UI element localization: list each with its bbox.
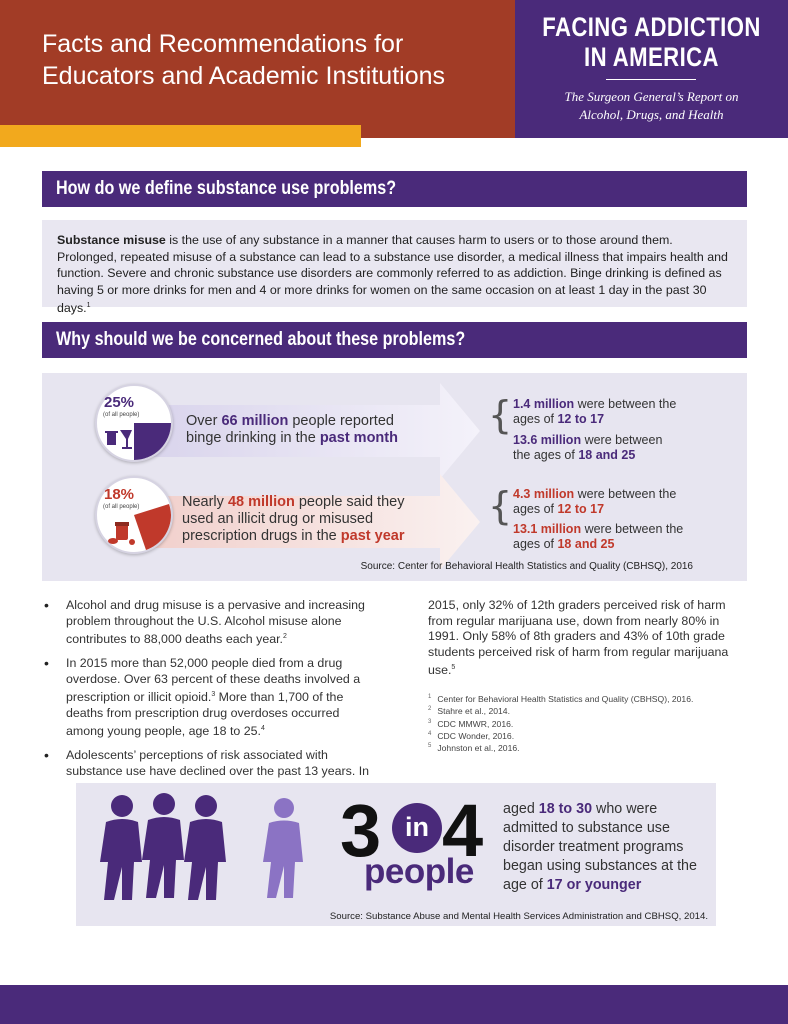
footnote-ref: 4: [260, 725, 265, 733]
stat-period: past month: [319, 430, 398, 446]
footnote-ref: 3: [211, 691, 216, 699]
percentage-value: 18%: [104, 486, 135, 503]
age-range: 12 to 17: [557, 501, 605, 516]
stat-number: 48 million: [227, 494, 295, 510]
source-note: Source: Center for Behavioral Health Statistics and Quality (CBHSQ), 2016: [360, 561, 693, 572]
age-range: 12 to 17: [557, 411, 605, 426]
stat-binge-text: [186, 413, 426, 447]
age-item: [513, 522, 698, 551]
brand-line-2: IN AMERICA: [584, 42, 719, 72]
reference-number: 4: [428, 731, 432, 738]
stat-prefix: Nearly: [182, 494, 228, 510]
people-figures-icon: [94, 792, 324, 907]
brand-subtitle: [515, 88, 788, 124]
age-range: 18 and 25: [557, 536, 615, 551]
section-heading-concern: [42, 322, 747, 358]
callout-middle: who were admitted to substance use disorder treatment programs began using substances at the age of: [503, 801, 697, 893]
bullet-text: In 2015 more than 52,000 people died from a drug overdose. Over 63 percent of these deaths involved a prescription or illicit opioid.: [66, 655, 361, 705]
bullet-text: More than 1,700 of the deaths from prescription drug overdoses occurred among young people, age 18 to 25.: [66, 690, 344, 739]
percentage-value: 25%: [104, 394, 135, 411]
stat-period: past year: [340, 528, 405, 544]
section-heading-define: [42, 171, 747, 207]
age-item: [513, 397, 698, 426]
stat-middle: people reported binge drinking in the: [186, 413, 394, 446]
age-text: were between the ages of: [513, 487, 677, 516]
footnote-ref: 1: [86, 302, 91, 309]
bullet-text: Adolescents’ perceptions of risk associated with substance use have declined over the past 13 years. In: [66, 748, 370, 778]
subtitle-line-2: Alcohol, Drugs, and Health: [579, 107, 724, 122]
source-note: Source: Substance Abuse and Mental Health Services Administration and CBHSQ, 2014.: [329, 911, 708, 922]
section-heading-text: How do we define substance use problems?: [56, 178, 397, 199]
brand-line-1: FACING ADDICTION: [542, 12, 761, 42]
reference-item: [428, 741, 748, 753]
definition-text: [57, 232, 735, 317]
bullet-text: Alcohol and drug misuse is a pervasive and increasing problem throughout the U.S. Alcohol misuse alone contributes to 88,000 deaths each year.: [66, 598, 365, 647]
reference-text: Johnston et al., 2016.: [437, 743, 520, 754]
callout-age-range: 18 to 30: [538, 801, 593, 817]
ratio-denominator: 4: [442, 789, 484, 872]
title-line-2: Educators and Academic Institutions: [42, 62, 446, 90]
reference-item: [428, 692, 748, 704]
stat-prefix: Over: [186, 413, 222, 429]
footnote-ref: 5: [451, 664, 456, 672]
percentage-note: (of all people): [103, 412, 140, 418]
list-item: [42, 748, 378, 779]
stat-drugs-text: [182, 494, 432, 545]
accent-bar: [0, 125, 361, 147]
age-text: were between the ages of: [513, 522, 684, 551]
reference-list: [428, 692, 748, 754]
subtitle-line-1: The Surgeon General’s Report on: [564, 89, 739, 104]
brace: {: [488, 484, 513, 528]
callout-age-start: 17 or younger: [546, 877, 642, 893]
reference-item: [428, 717, 748, 729]
stat-middle: people said they used an illicit drug or misused prescription drugs in the: [182, 494, 405, 544]
list-item: [42, 598, 378, 648]
definition-body: is the use of any substance in a manner that causes harm to users or to those around them. Prolonged, repeated misuse of a substance can lead to a substance use disorder, a medical illness that impairs health and function. Severe and chronic substance use disorders are commonly referred to as addiction. Binge drinking is defined as having 5 or more drinks for men and 4 or more drinks for women on the same occasion on at least 1 day in the past 30 days.: [57, 233, 728, 316]
reference-item: [428, 729, 748, 741]
ratio-people-label: people: [364, 852, 474, 891]
ratio-numerator: 3: [340, 789, 380, 872]
age-count: 1.4 million: [513, 397, 575, 411]
age-item: [513, 487, 698, 516]
age-count: 4.3 million: [513, 487, 575, 501]
continued-text: [428, 598, 750, 679]
reference-text: CDC Wonder, 2016.: [437, 730, 515, 741]
reference-number: 1: [428, 694, 432, 700]
reference-number: 5: [428, 743, 432, 750]
footer-bar: [0, 985, 788, 1024]
age-text: were between the ages of: [513, 433, 663, 462]
stat-number: 66 million: [221, 413, 289, 429]
age-count: 13.6 million: [513, 433, 582, 447]
reference-number: 3: [428, 718, 432, 725]
age-range: 18 and 25: [578, 447, 636, 462]
age-count: 13.1 million: [513, 522, 582, 536]
brace: {: [488, 393, 513, 437]
reference-item: [428, 704, 748, 716]
age-item: [513, 433, 673, 462]
paragraph-text: 2015, only 32% of 12th graders perceived risk of harm from regular marijuana use, down from nearly 80% in 1991. Only 58% of 8th graders and 43% of 10th grade students perceived risk of harm from regular marijuana use.: [428, 598, 729, 678]
drinks-icon: [105, 426, 135, 452]
callout-text: [503, 800, 713, 895]
age-text: were between the ages of: [513, 397, 677, 426]
footnote-ref: 2: [283, 633, 287, 641]
percentage-note: (of all people): [103, 504, 140, 510]
reference-number: 2: [428, 706, 432, 713]
pills-icon: [107, 522, 137, 546]
reference-text: Stahre et al., 2014.: [437, 706, 510, 717]
definition-term: Substance misuse: [57, 233, 166, 247]
brand-title: [540, 12, 764, 72]
ratio-in-badge: in: [392, 803, 442, 853]
reference-text: Center for Behavioral Health Statistics and Quality (CBHSQ), 2016.: [437, 693, 694, 704]
section-heading-text: Why should we be concerned about these problems?: [56, 329, 466, 350]
divider: [606, 79, 696, 80]
list-item: [42, 656, 378, 740]
callout-prefix: aged: [503, 801, 539, 817]
reference-text: CDC MMWR, 2016.: [437, 718, 514, 729]
title-line-1: Facts and Recommendations for: [42, 30, 404, 58]
bullet-list: [42, 598, 378, 787]
page-title: [42, 28, 512, 92]
